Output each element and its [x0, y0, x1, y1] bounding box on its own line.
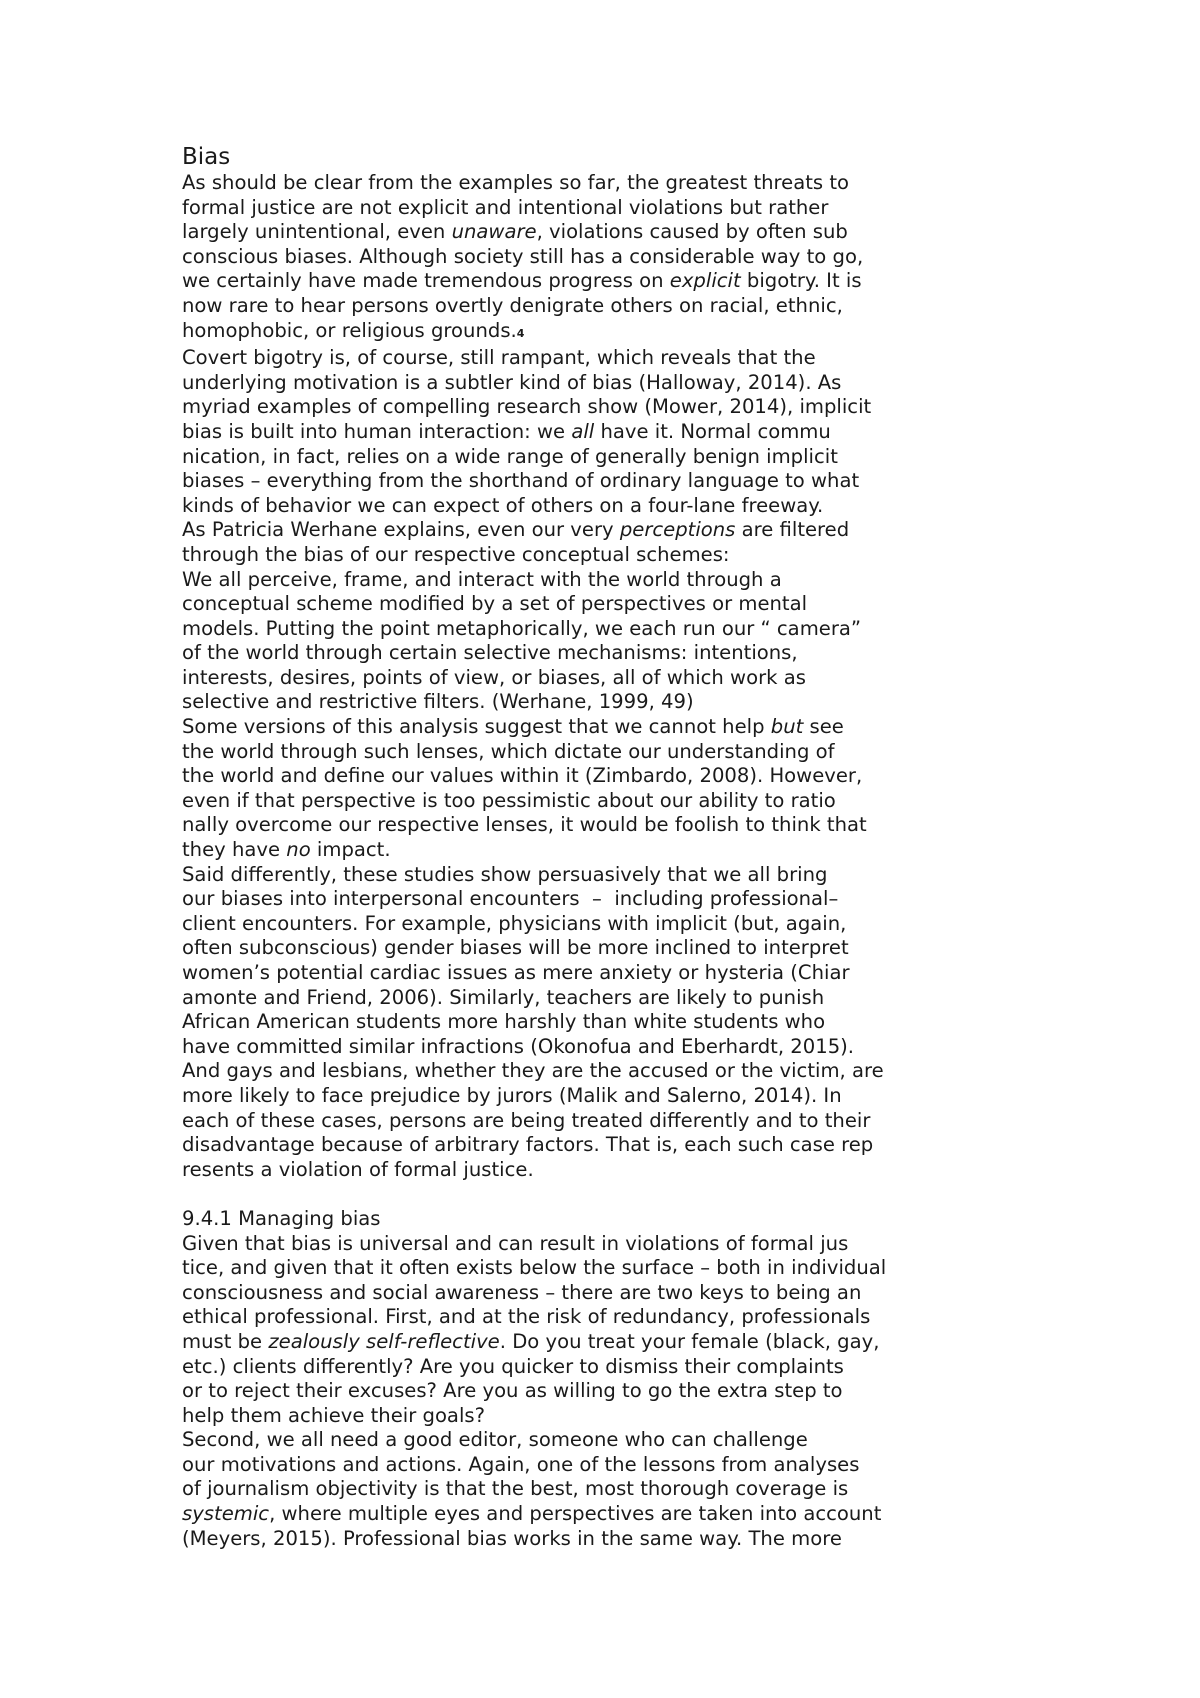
- text-line: conscious biases. Although society still has a considerable way to go,: [182, 244, 864, 268]
- text-line: resents a violation of formal justice.: [182, 1157, 534, 1181]
- text-line: biases – everything from the shorthand of ordinary language to what: [182, 469, 860, 493]
- text-line: disadvantage because of arbitrary factors. That is, each such case rep: [182, 1133, 874, 1157]
- text-line: ethical professional. First, and at the risk of redundancy, professionals: [182, 1305, 871, 1329]
- text-line: homophobic, or religious grounds.4: [182, 318, 525, 342]
- text-line: Covert bigotry is, of course, still rampant, which reveals that the: [182, 346, 816, 370]
- paragraph: [182, 568, 962, 716]
- text-line: through the bias of our respective conceptual schemes:: [182, 542, 730, 566]
- text-line: Some versions of this analysis suggest that we cannot help but see: [182, 715, 844, 739]
- italic-text: all: [571, 419, 595, 443]
- paragraph: [182, 715, 962, 863]
- text-line: client encounters. For example, physicians with implicit (but, again,: [182, 911, 847, 935]
- italic-text: but: [770, 715, 804, 739]
- text-line: or to reject their excuses? Are you as willing to go the extra step to: [182, 1379, 843, 1403]
- italic-text: unaware: [451, 220, 537, 244]
- subsection-heading: 9.4.1 Managing bias: [182, 1206, 381, 1230]
- text-line: African American students more harshly than white students who: [182, 1010, 826, 1034]
- text-line: Said differently, these studies show persuasively that we all bring: [182, 862, 828, 886]
- text-line: (Meyers, 2015). Professional bias works in the same way. The more: [182, 1526, 842, 1550]
- text-line: formal justice are not explicit and intentional violations but rather: [182, 195, 829, 219]
- text-line: the world through such lenses, which dictate our understanding of: [182, 739, 835, 763]
- subsection-body: [182, 1232, 962, 1552]
- text-line: myriad examples of compelling research show (Mower, 2014), implicit: [182, 395, 872, 419]
- text-line: our biases into interpersonal encounters – including professional–: [182, 887, 839, 911]
- text-line: now rare to hear persons overtly denigrate others on racial, ethnic,: [182, 293, 843, 317]
- text-line: our motivations and actions. Again, one of the lessons from analyses: [182, 1452, 860, 1476]
- text-line: conceptual scheme modified by a set of perspectives or mental: [182, 592, 808, 616]
- paragraph: [182, 518, 962, 567]
- text-line: they have no impact.: [182, 838, 391, 862]
- text-line: models. Putting the point metaphorically, we each run our “ camera”: [182, 616, 862, 640]
- text-line: women’s potential cardiac issues as mere anxiety or hysteria (Chiar: [182, 961, 850, 984]
- text-line: often subconscious) gender biases will be more inclined to interpret: [182, 936, 849, 960]
- text-line: kinds of behavior we can expect of others on a four-lane freeway.: [182, 493, 824, 517]
- text-line: of journalism objectivity is that the best, most thorough coverage is: [182, 1477, 849, 1501]
- italic-text: explicit: [669, 269, 741, 293]
- text-line: As should be clear from the examples so far, the greatest threats to: [182, 171, 850, 194]
- text-line: And gays and lesbians, whether they are the accused or the victim, are: [182, 1059, 884, 1083]
- text-line: help them achieve their goals?: [182, 1403, 485, 1427]
- italic-text: zealously self-reflective: [268, 1329, 500, 1353]
- text-line: more likely to face prejudice by jurors (Malik and Salerno, 2014). In: [182, 1083, 842, 1107]
- text-line: We all perceive, frame, and interact with the world through a: [182, 567, 782, 591]
- paragraph: [182, 1232, 962, 1429]
- paragraph: [182, 346, 962, 518]
- text-line: must be zealously self-reflective. Do you treat your female (black, gay,: [182, 1329, 880, 1353]
- italic-text: no: [286, 838, 311, 862]
- document-page: [182, 143, 962, 1551]
- text-line: of the world through certain selective mechanisms: intentions,: [182, 641, 798, 665]
- paragraph: [182, 863, 962, 1183]
- section-body: [182, 171, 962, 1182]
- text-line: amonte and Friend, 2006). Similarly, teachers are likely to punish: [182, 985, 825, 1009]
- text-line: bias is built into human interaction: we all have it. Normal commu: [182, 419, 831, 443]
- text-line: have committed similar infractions (Okonofua and Eberhardt, 2015).: [182, 1034, 855, 1058]
- text-line: interests, desires, points of view, or biases, all of which work as: [182, 665, 806, 689]
- text-line: etc.) clients differently? Are you quicker to dismiss their complaints: [182, 1354, 844, 1378]
- paragraph: [182, 171, 962, 346]
- section-heading: Bias: [182, 144, 231, 170]
- text-line: tice, and given that it often exists below the surface – both in individual: [182, 1256, 887, 1280]
- text-line: each of these cases, persons are being treated differently and to their: [182, 1108, 871, 1132]
- footnote-marker: 4: [516, 326, 525, 340]
- text-line: consciousness and social awareness – there are two keys to being an: [182, 1280, 862, 1304]
- text-line: systemic, where multiple eyes and perspectives are taken into account: [182, 1502, 882, 1526]
- text-line: nication, in fact, relies on a wide range of generally benign implicit: [182, 444, 838, 468]
- text-line: selective and restrictive filters. (Werhane, 1999, 49): [182, 690, 694, 714]
- text-line: largely unintentional, even unaware, violations caused by often sub: [182, 220, 848, 244]
- blank-line: [182, 1182, 962, 1207]
- text-line: we certainly have made tremendous progress on explicit bigotry. It is: [182, 269, 862, 293]
- text-line: Second, we all need a good editor, someone who can challenge: [182, 1428, 808, 1452]
- text-line: even if that perspective is too pessimistic about our ability to ratio: [182, 788, 836, 812]
- italic-text: perceptions: [619, 518, 736, 542]
- paragraph: [182, 1428, 962, 1551]
- text-line: Given that bias is universal and can result in violations of formal jus: [182, 1231, 849, 1255]
- text-line: As Patricia Werhane explains, even our very perceptions are filtered: [182, 518, 850, 542]
- italic-text: systemic: [182, 1502, 270, 1526]
- text-line: underlying motivation is a subtler kind of bias (Halloway, 2014). As: [182, 370, 842, 394]
- text-line: nally overcome our respective lenses, it would be foolish to think that: [182, 813, 867, 837]
- text-line: the world and define our values within it (Zimbardo, 2008). However,: [182, 764, 863, 788]
